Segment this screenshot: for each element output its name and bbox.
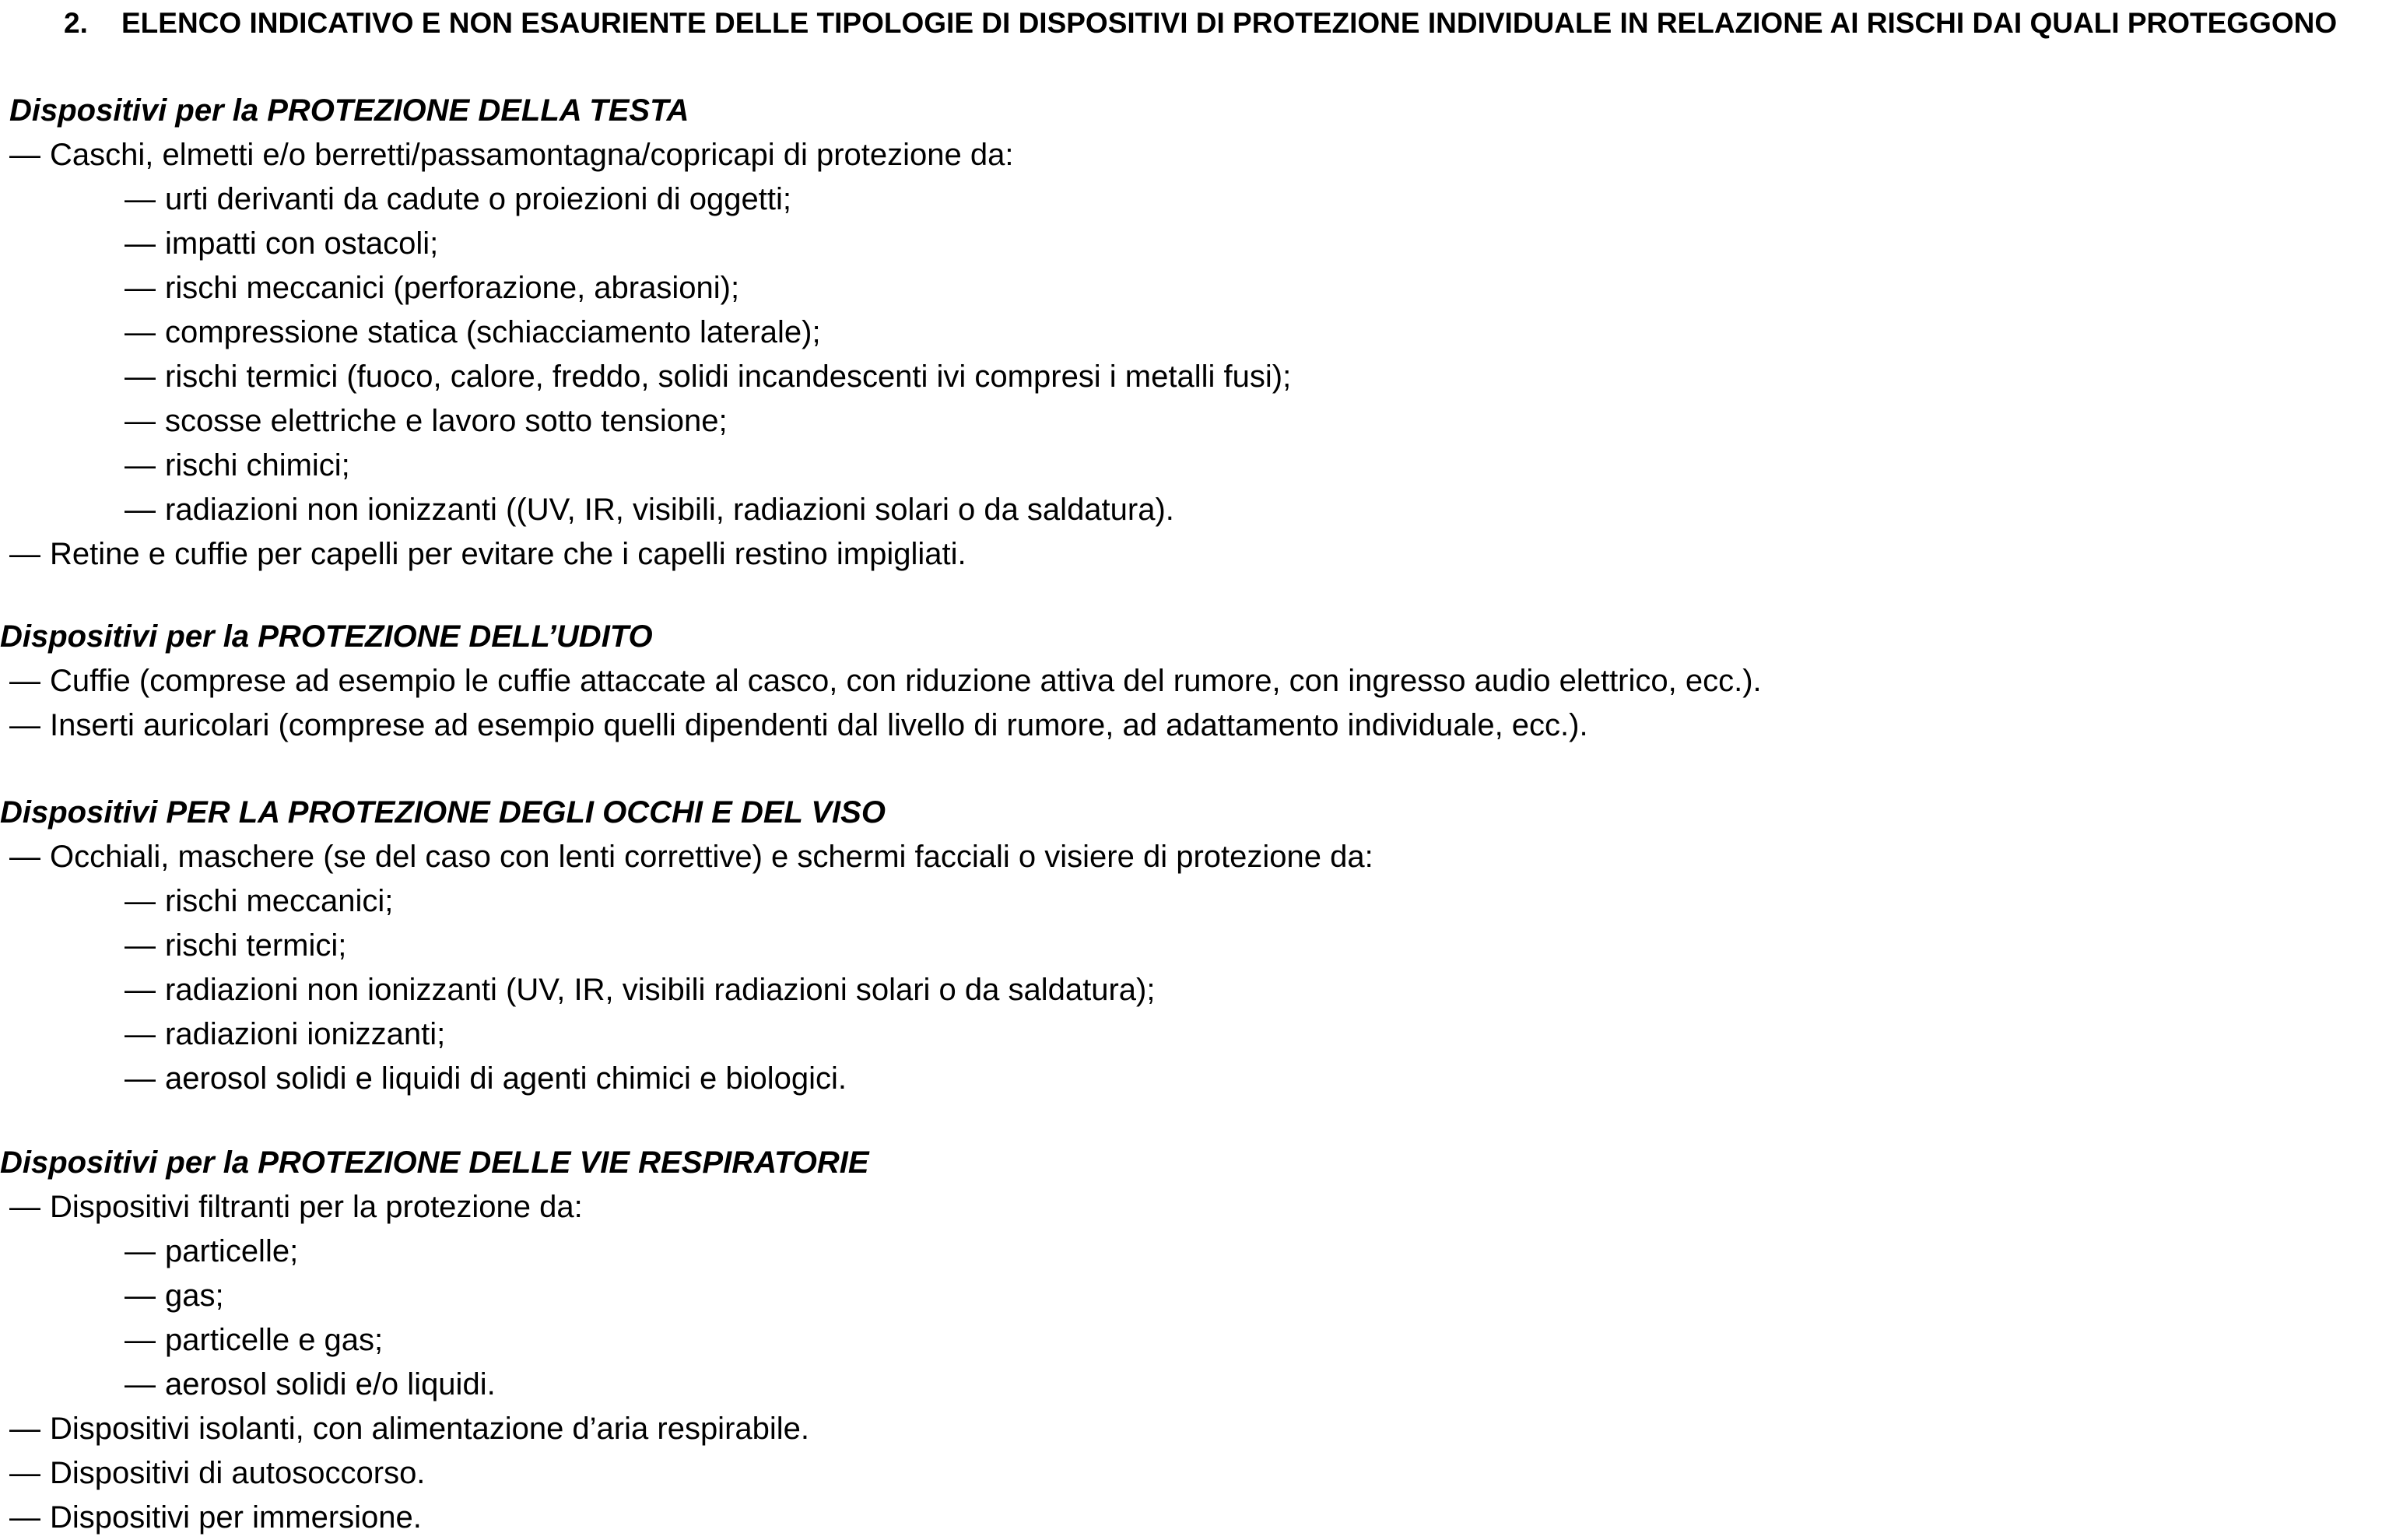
item-text: compressione statica (schiacciamento laterale);: [165, 315, 821, 349]
section-title: Dispositivi per la PROTEZIONE DELL’UDITO: [0, 619, 653, 654]
dash-bullet: —: [125, 271, 156, 305]
dash-bullet: —: [125, 973, 156, 1007]
item-text: particelle;: [165, 1234, 299, 1268]
item-text: Cuffie (comprese ad esempio le cuffie attaccate al casco, con riduzione attiva del rumore, con ingresso audio elettrico, ecc.).: [50, 664, 1762, 698]
dash-bullet: —: [125, 1017, 156, 1051]
sub-list-item: [0, 177, 2389, 222]
dash-bullet: —: [9, 840, 40, 874]
section-hearing-protection: [0, 615, 2389, 748]
sub-list-item: [0, 924, 2389, 968]
item-text: aerosol solidi e/o liquidi.: [165, 1367, 496, 1401]
sub-list-item: [0, 1230, 2389, 1274]
item-text: Dispositivi di autosoccorso.: [50, 1456, 426, 1490]
section-eye-face-protection: [0, 791, 2389, 1101]
item-text: radiazioni non ionizzanti ((UV, IR, visibili, radiazioni solari o da saldatura).: [165, 493, 1174, 527]
dash-bullet: —: [125, 360, 156, 394]
item-text: Retine e cuffie per capelli per evitare che i capelli restino impigliati.: [50, 537, 966, 571]
sub-list-item: [0, 1363, 2389, 1407]
dash-bullet: —: [125, 182, 156, 216]
sub-list-item: [0, 968, 2389, 1012]
dash-bullet: —: [125, 448, 156, 482]
item-text: Dispositivi isolanti, con alimentazione d’aria respirabile.: [50, 1412, 810, 1446]
dash-bullet: —: [125, 493, 156, 527]
dash-bullet: —: [9, 537, 40, 571]
item-text: aerosol solidi e liquidi di agenti chimici e biologici.: [165, 1061, 847, 1096]
dash-bullet: —: [9, 138, 40, 172]
list-item: [0, 1451, 2389, 1496]
sub-list-item: [0, 1318, 2389, 1363]
sub-list-item: [0, 222, 2389, 266]
heading-number: 2.: [64, 7, 88, 39]
sub-list-item: [0, 1057, 2389, 1101]
dash-bullet: —: [9, 664, 40, 698]
list-item: [0, 703, 2389, 748]
dash-bullet: —: [125, 1279, 156, 1313]
dash-bullet: —: [9, 1190, 40, 1224]
list-item: [0, 835, 2389, 879]
dash-bullet: —: [125, 1323, 156, 1357]
item-text: scosse elettriche e lavoro sotto tensione;: [165, 404, 728, 438]
item-text: rischi termici (fuoco, calore, freddo, solidi incandescenti ivi compresi i metalli fusi);: [165, 360, 1292, 394]
dash-bullet: —: [125, 1061, 156, 1096]
item-text: Inserti auricolari (comprese ad esempio quelli dipendenti dal livello di rumore, ad adattamento individuale, ecc.).: [50, 708, 1588, 742]
dash-bullet: —: [9, 1456, 40, 1490]
dash-bullet: —: [125, 928, 156, 963]
item-text: gas;: [165, 1279, 224, 1313]
list-item: [0, 1185, 2389, 1230]
sub-list-item: [0, 266, 2389, 310]
section-respiratory-protection: [0, 1141, 2389, 1540]
list-item: [0, 1407, 2389, 1451]
dash-bullet: —: [9, 708, 40, 742]
item-text: Occhiali, maschere (se del caso con lenti correttive) e schermi facciali o visiere di protezione da:: [50, 840, 1373, 874]
sub-list-item: [0, 444, 2389, 488]
dash-bullet: —: [125, 404, 156, 438]
dash-bullet: —: [125, 226, 156, 261]
dash-bullet: —: [9, 1412, 40, 1446]
sub-list-item: [0, 1274, 2389, 1318]
list-item: [0, 659, 2389, 703]
dash-bullet: —: [125, 1367, 156, 1401]
section-title: Dispositivi PER LA PROTEZIONE DEGLI OCCHI E DEL VISO: [0, 795, 886, 830]
sub-list-item: [0, 488, 2389, 532]
document-heading: [64, 3, 2337, 44]
sub-list-item: [0, 355, 2389, 399]
sub-list-item: [0, 879, 2389, 924]
dash-bullet: —: [9, 1500, 40, 1535]
section-title: Dispositivi per la PROTEZIONE DELLA TESTA: [9, 93, 689, 128]
sub-list-item: [0, 399, 2389, 444]
item-text: rischi chimici;: [165, 448, 350, 482]
item-text: particelle e gas;: [165, 1323, 384, 1357]
item-text: rischi meccanici;: [165, 884, 394, 918]
item-text: Dispositivi filtranti per la protezione da:: [50, 1190, 583, 1224]
item-text: radiazioni non ionizzanti (UV, IR, visibili radiazioni solari o da saldatura);: [165, 973, 1156, 1007]
item-text: Caschi, elmetti e/o berretti/passamontagna/copricapi di protezione da:: [50, 138, 1014, 172]
section-title: Dispositivi per la PROTEZIONE DELLE VIE RESPIRATORIE: [0, 1145, 869, 1180]
item-text: impatti con ostacoli;: [165, 226, 439, 261]
dash-bullet: —: [125, 884, 156, 918]
sub-list-item: [0, 310, 2389, 355]
sub-list-item: [0, 1012, 2389, 1057]
section-head-protection: [0, 89, 2389, 577]
item-text: rischi meccanici (perforazione, abrasioni);: [165, 271, 740, 305]
item-text: rischi termici;: [165, 928, 347, 963]
item-text: radiazioni ionizzanti;: [165, 1017, 446, 1051]
item-text: Dispositivi per immersione.: [50, 1500, 422, 1535]
list-item: [0, 532, 2389, 577]
list-item: [0, 133, 2389, 177]
dash-bullet: —: [125, 315, 156, 349]
dash-bullet: —: [125, 1234, 156, 1268]
list-item: [0, 1496, 2389, 1540]
heading-text: ELENCO INDICATIVO E NON ESAURIENTE DELLE TIPOLOGIE DI DISPOSITIVI DI PROTEZIONE INDIVIDUALE IN RELAZIONE AI RISCHI DAI QUALI PROTEGGONO: [121, 7, 2338, 39]
item-text: urti derivanti da cadute o proiezioni di oggetti;: [165, 182, 791, 216]
